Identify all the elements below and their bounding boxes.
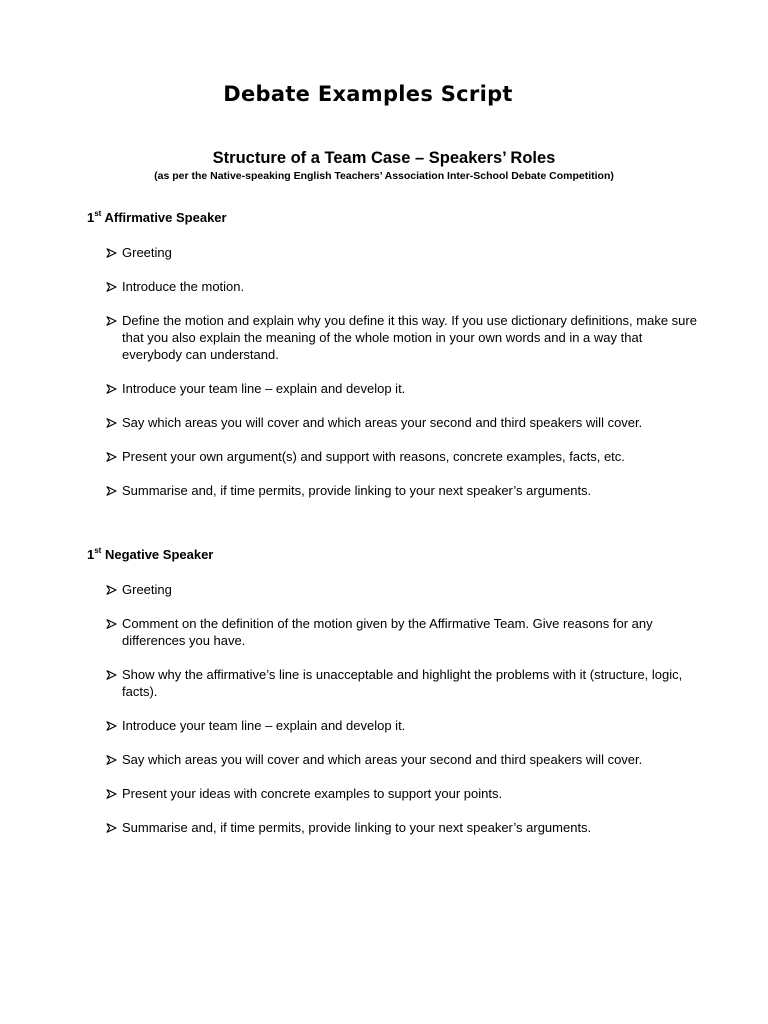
list-item-text: Introduce the motion. [122, 279, 245, 294]
arrow-right-icon [106, 721, 117, 731]
ordinal-number: 1 [87, 547, 95, 562]
ordinal-suffix: st [94, 545, 102, 555]
arrow-right-icon [106, 452, 117, 462]
section-subtitle: Structure of a Team Case – Speakers’ Roles [212, 149, 556, 167]
list-item-text: Present your ideas with concrete examples to support your points. [122, 786, 503, 801]
list-item [87, 581, 697, 598]
list-item-text: Greeting [122, 245, 172, 260]
list-item-text: Define the motion and explain why you define it this way. If you use dictionary definitions, make sure that you also explain the meaning of the whole motion in your own words and in a way that everybody can understand. [122, 313, 697, 362]
list-item-text: Say which areas you will cover and which areas your second and third speakers will cover. [122, 752, 643, 767]
arrow-right-icon [106, 585, 117, 595]
arrow-right-icon [106, 282, 117, 292]
arrow-right-icon [106, 823, 117, 833]
list-item-text: Summarise and, if time permits, provide linking to your next speaker’s arguments. [122, 483, 592, 498]
list-item [87, 278, 697, 295]
list-item-text: Summarise and, if time permits, provide linking to your next speaker’s arguments. [122, 820, 592, 835]
list-item [87, 414, 697, 431]
arrow-right-icon [106, 418, 117, 428]
document-title: Debate Examples Script [223, 82, 513, 106]
list-item [87, 717, 697, 734]
list-item [87, 785, 697, 802]
list-item [87, 244, 697, 261]
affirmative-speaker-section [87, 210, 697, 516]
list-item-text: Show why the affirmative’s line is unacceptable and highlight the problems with it (structure, logic, facts). [122, 667, 683, 699]
arrow-right-icon [106, 670, 117, 680]
negative-speaker-heading [87, 547, 697, 563]
negative-role-list [87, 581, 697, 836]
arrow-right-icon [106, 755, 117, 765]
arrow-right-icon [106, 789, 117, 799]
competition-note: (as per the Native-speaking English Teachers’ Association Inter-School Debate Competition) [154, 170, 614, 182]
list-item-text: Present your own argument(s) and support with reasons, concrete examples, facts, etc. [122, 449, 625, 464]
ordinal-suffix: st [94, 208, 102, 218]
arrow-right-icon [106, 248, 117, 258]
affirmative-role-list [87, 244, 697, 499]
list-item-text: Say which areas you will cover and which areas your second and third speakers will cover. [122, 415, 643, 430]
ordinal-number: 1 [87, 210, 95, 225]
list-item [87, 615, 697, 649]
heading-text: Affirmative Speaker [101, 210, 227, 225]
arrow-right-icon [106, 384, 117, 394]
arrow-right-icon [106, 316, 117, 326]
heading-text: Negative Speaker [101, 547, 214, 562]
affirmative-speaker-heading [87, 210, 697, 226]
arrow-right-icon [106, 486, 117, 496]
list-item [87, 312, 697, 363]
list-item-text: Comment on the definition of the motion given by the Affirmative Team. Give reasons for any differences you have. [122, 616, 653, 648]
arrow-right-icon [106, 619, 117, 629]
list-item [87, 666, 697, 700]
list-item-text: Introduce your team line – explain and develop it. [122, 381, 406, 396]
list-item [87, 380, 697, 397]
list-item-text: Introduce your team line – explain and develop it. [122, 718, 406, 733]
list-item [87, 448, 697, 465]
list-item [87, 819, 697, 836]
list-item [87, 751, 697, 768]
list-item [87, 482, 697, 499]
list-item-text: Greeting [122, 582, 172, 597]
negative-speaker-section [87, 547, 697, 853]
